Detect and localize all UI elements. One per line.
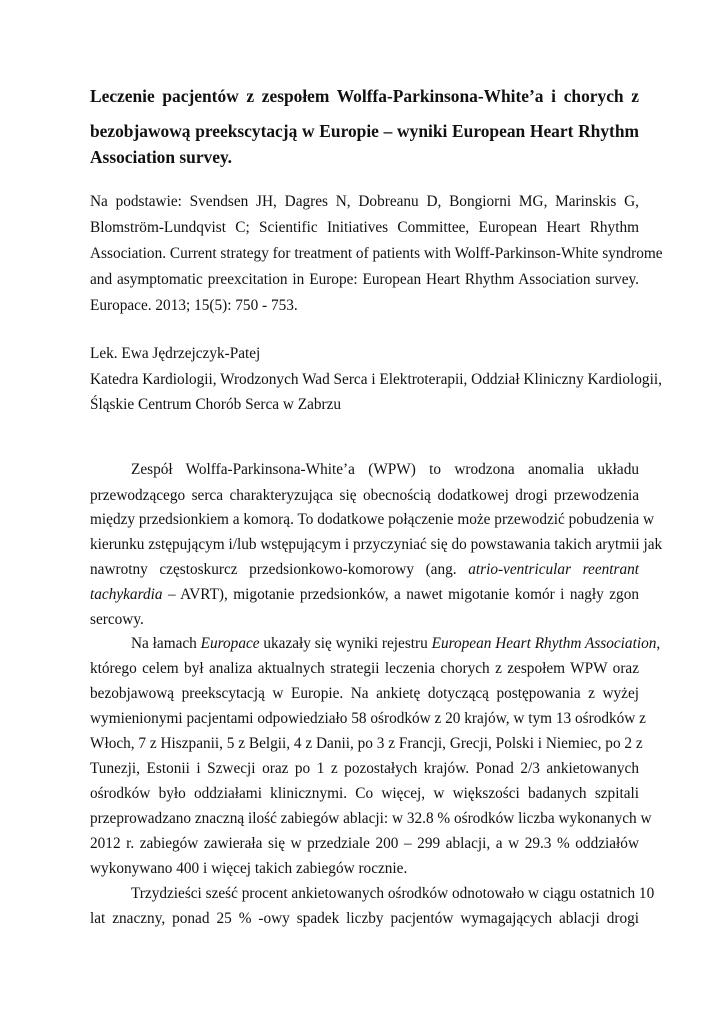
p1-line-4: kierunku zstępującym i/lub wstępującym i przyczyniać się do powstawania takich arytmii jak — [90, 536, 663, 553]
author-affiliation-1: Katedra Kardiologii, Wrodzonych Wad Serca i Elektroterapii, Oddział Kliniczny Kardiologii, — [90, 371, 662, 388]
citation-line-1: Na podstawie: Svendsen JH, Dagres N, Dobreanu D, Bongiorni MG, Marinskis G, — [90, 193, 639, 210]
p1-line-3: między przedsionkiem a komorą. To dodatkowe połączenie może przewodzić pobudzenia w — [90, 511, 654, 528]
p2-line-10: wykonywano 400 i więcej takich zabiegów rocznie. — [90, 860, 408, 877]
author-affiliation-2: Śląskie Centrum Chorób Serca w Zabrzu — [90, 396, 342, 413]
p1-line-6 — [90, 585, 639, 605]
p1-line-6-italic: tachykardia — [90, 586, 163, 603]
p1-line-5-text: nawrotny częstoskurcz przedsionkowo-komorowy (ang. — [90, 561, 469, 578]
p2-line-1-b: ukazały się wyniki rejestru — [259, 635, 432, 652]
p1-line-5 — [90, 560, 639, 580]
p3-line-2: lat znaczny, ponad 25 % -owy spadek liczby pacjentów wymagających ablacji drogi — [90, 910, 639, 927]
p2-line-1-a: Na łamach — [131, 635, 201, 652]
p2-line-2: którego celem był analiza aktualnych strategii leczenia chorych z zespołem WPW oraz — [90, 660, 639, 677]
title-line-1: Leczenie pacjentów z zespołem Wolffa-Parkinsona-White’a i chorych z — [90, 86, 639, 106]
citation-line-2: Blomström-Lundqvist C; Scientific Initiatives Committee, European Heart Rhythm — [90, 219, 639, 236]
p2-line-1-c: , — [656, 635, 661, 652]
author-name: Lek. Ewa Jędrzejczyk-Patej — [90, 345, 261, 362]
p2-registry-name: European Heart Rhythm Association — [431, 635, 657, 652]
p2-journal-name: Europace — [200, 635, 260, 652]
citation-line-5: Europace. 2013; 15(5): 750 - 753. — [90, 297, 298, 314]
p3-line-1: Trzydzieści sześć procent ankietowanych ośrodków odnotowało w ciągu ostatnich 10 — [131, 885, 655, 902]
citation-line-3: Association. Current strategy for treatment of patients with Wolff-Parkinson-White syndrome — [90, 245, 663, 262]
p2-line-8: przeprowadzano znaczną ilość zabiegów ablacji: w 32.8 % ośrodków liczba wykonanych w — [90, 810, 652, 827]
p1-line-5-italic: atrio-ventricular reentrant — [468, 561, 640, 578]
title-line-2: bezobjawową preekscytacją w Europie – wyniki European Heart Rhythm — [90, 121, 639, 141]
p1-line-2: przewodzącego serca charakteryzująca się obecnością dodatkowej drogi przewodzenia — [90, 487, 639, 504]
title-line-3: Association survey. — [90, 147, 233, 167]
p2-line-6: Tunezji, Estonii i Szwecji oraz po 1 z pozostałych krajów. Ponad 2/3 ankietowanych — [90, 760, 639, 777]
p2-line-4: wymienionymi pacjentami odpowiedziało 58 ośrodków z 20 krajów, w tym 13 ośrodków z — [90, 710, 646, 727]
p2-line-1 — [131, 634, 661, 654]
p1-line-7: sercowy. — [90, 611, 144, 628]
p1-line-1: Zespół Wolffa-Parkinsona-White’a (WPW) to wrodzona anomalia układu — [131, 461, 639, 478]
p2-line-7: ośrodków było oddziałami klinicznymi. Co więcej, w większości badanych szpitali — [90, 785, 639, 802]
p2-line-3: bezobjawową preekscytacją w Europie. Na ankietę dotyczącą postępowania z wyżej — [90, 685, 639, 702]
citation-line-4: and asymptomatic preexcitation in Europe: European Heart Rhythm Association survey. — [90, 271, 639, 288]
p2-line-9: 2012 r. zabiegów zawierała się w przedziale 200 – 299 ablacji, a w 29.3 % oddziałów — [90, 835, 639, 852]
p1-line-6-text: – AVRT), migotanie przedsionków, a nawet migotanie komór i nagły zgon — [162, 586, 639, 603]
p2-line-5: Włoch, 7 z Hiszpanii, 5 z Belgii, 4 z Danii, po 3 z Francji, Grecji, Polski i Niemiec, po 2 z — [90, 735, 643, 752]
